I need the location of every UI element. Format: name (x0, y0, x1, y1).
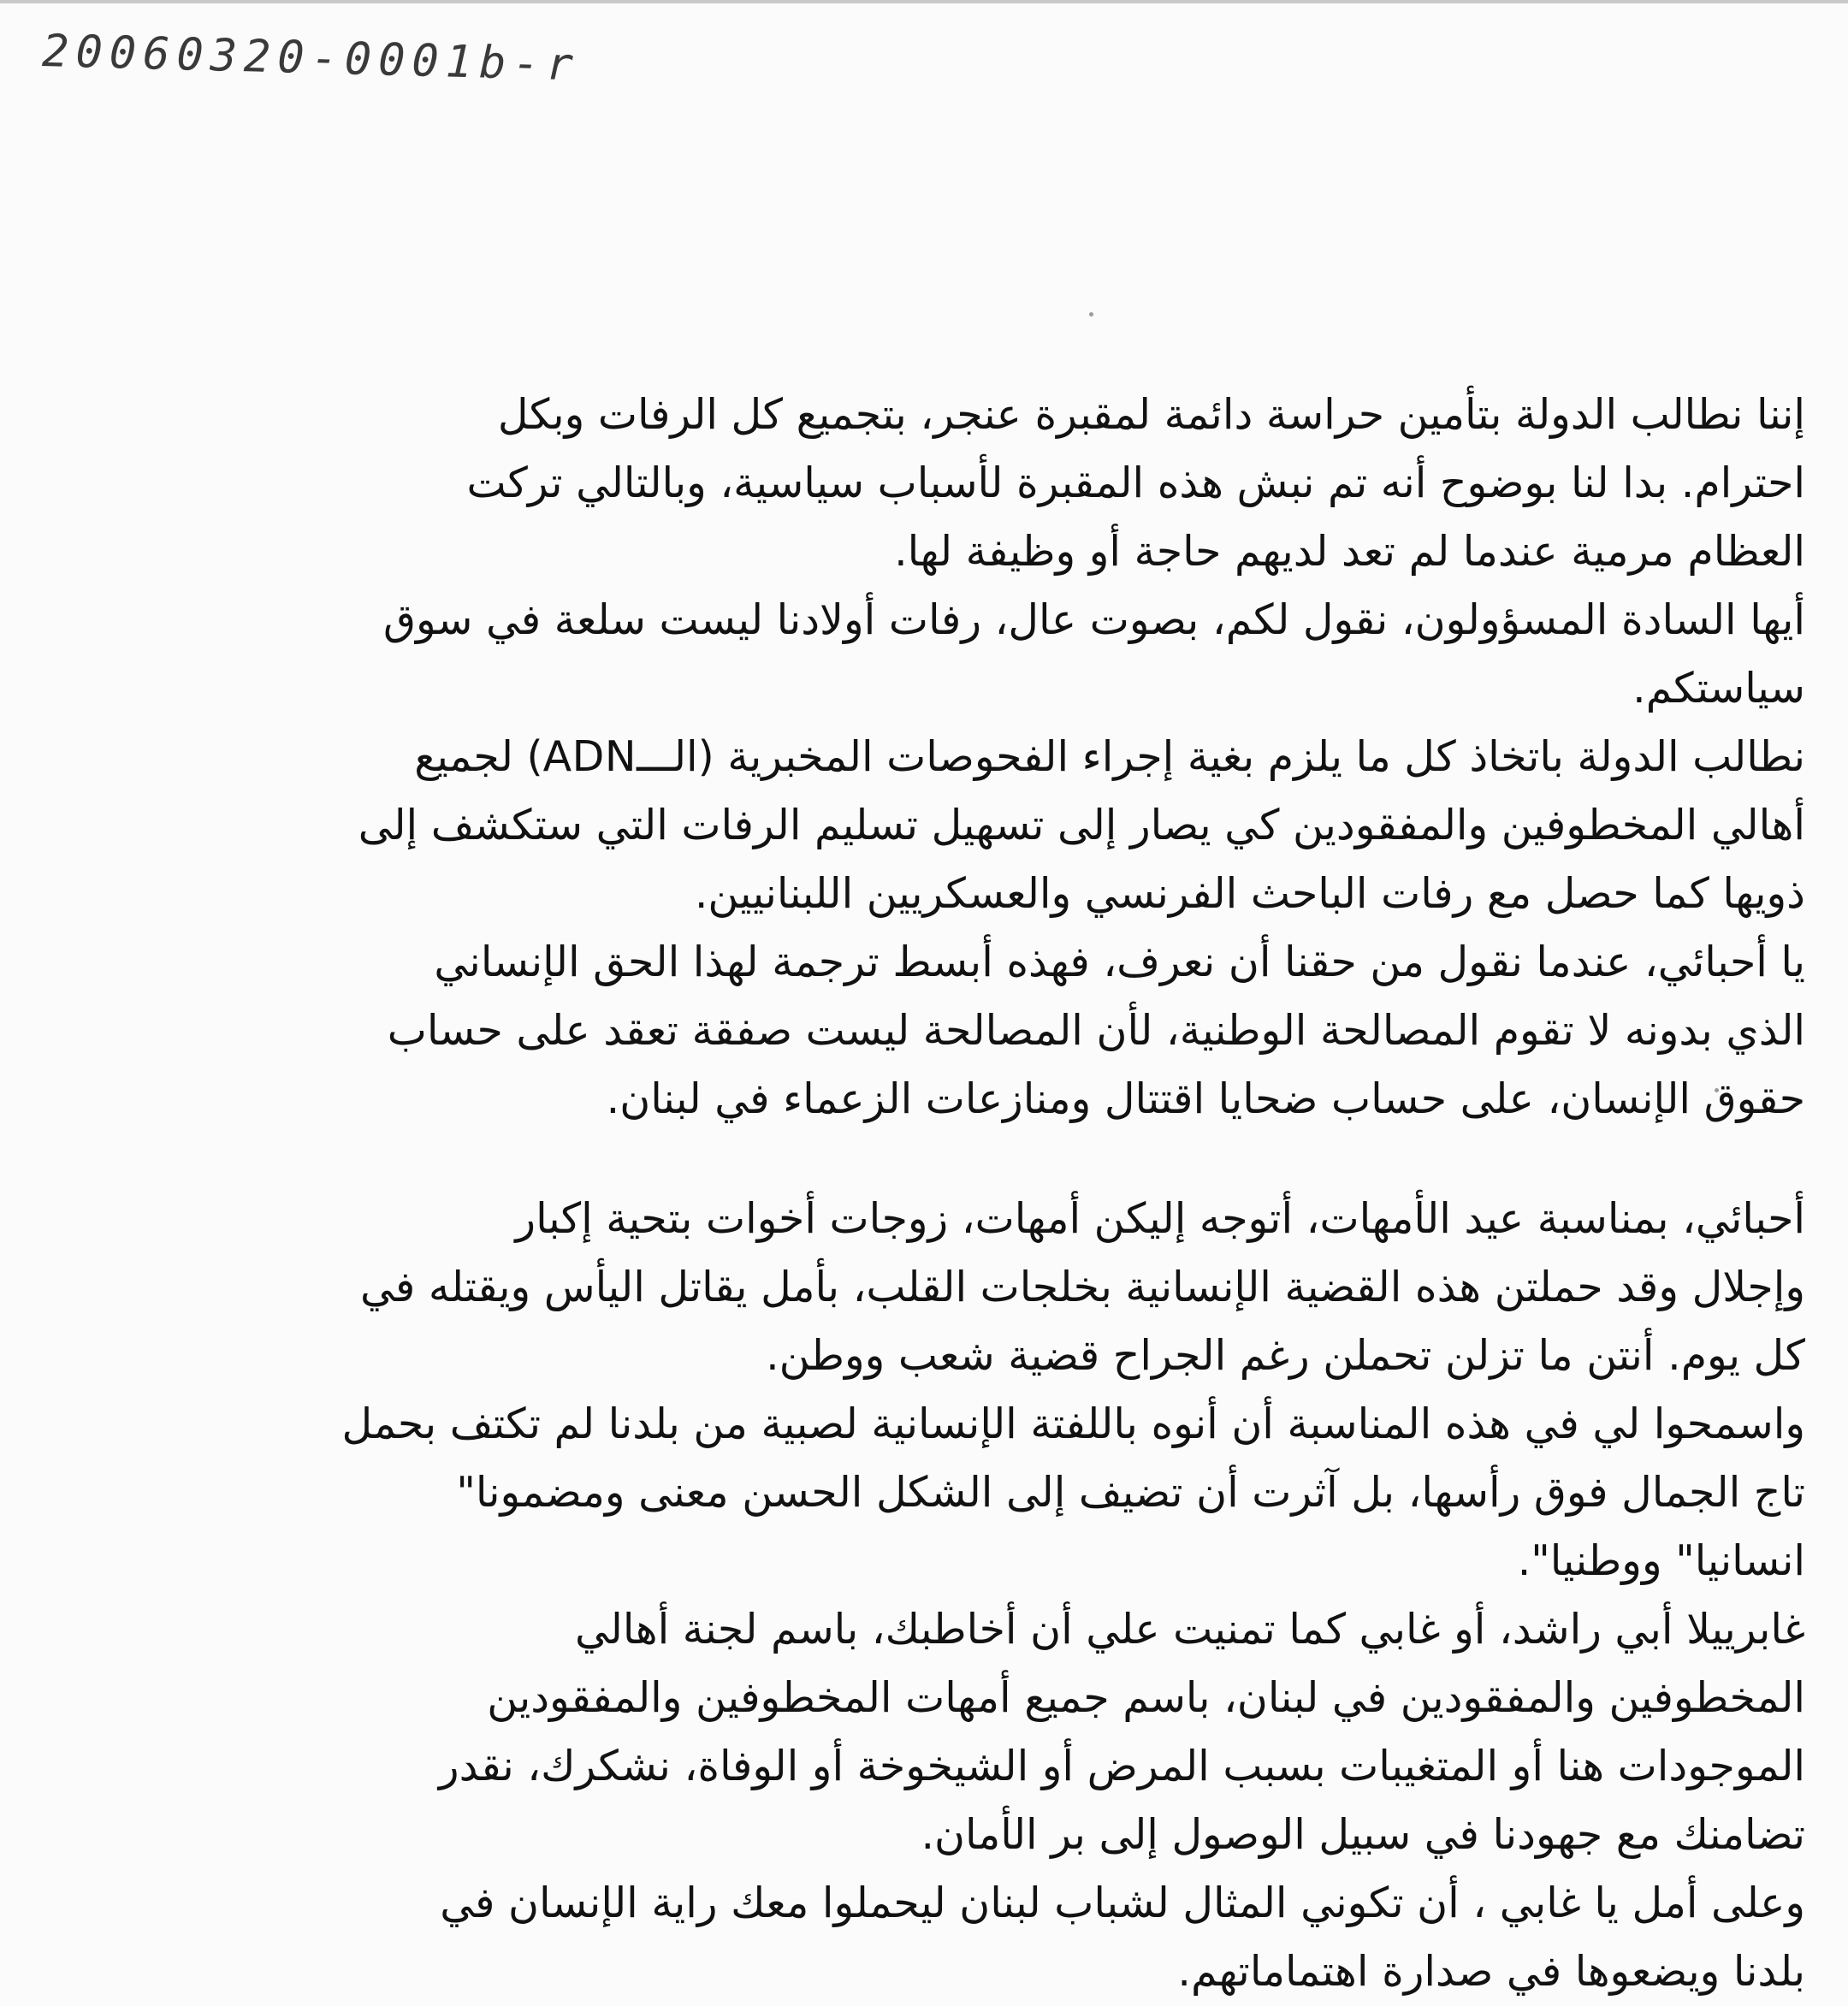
paragraph-group-demands (282, 381, 1805, 1133)
text-line: بلدنا ويضعوها في صدارة اهتماماتهم. (1177, 1947, 1805, 1996)
text-line: الذي بدونه لا تقوم المصالحة الوطنية، لأن المصالحة ليست صفقة تعقد على حساب (387, 1006, 1805, 1055)
handwritten-reference-number: 20060320-0001b-r (41, 26, 581, 92)
text-line: كل يوم. أنتن ما تزلن تحملن رغم الجراح قضية شعب ووطن. (766, 1331, 1805, 1380)
text-line: يا أحبائي، عندما نقول من حقنا أن نعرف، فهذه أبسط ترجمة لهذا الحق الإنساني (434, 938, 1805, 986)
text-line: تضامنك مع جهودنا في سبيل الوصول إلى بر الأمان. (921, 1810, 1805, 1859)
letter-body (282, 381, 1805, 1996)
text-line: العظام مرمية عندما لم تعد لديهم حاجة أو وظيفة لها. (894, 527, 1805, 576)
text-line: انسانيا" ووطنيا". (1517, 1536, 1805, 1585)
text-line: وإجلال وقد حملتن هذه القضية الإنسانية بخلجات القلب، بأمل يقاتل اليأس ويقتله في (360, 1263, 1805, 1311)
paragraph-group-mothers-day (282, 1185, 1805, 2006)
text-line: احترام. بدا لنا بوضوح أنه تم نبش هذه المقبرة لأسباب سياسية، وبالتالي تركت (466, 459, 1805, 507)
page-top-edge (0, 0, 1848, 3)
text-line: سياستكم. (1632, 664, 1805, 713)
text-line: غابرييلا أبي راشد، أو غابي كما تمنيت علي أن أخاطبك، باسم لجنة أهالي (575, 1605, 1805, 1654)
text-line: واسمحوا لي في هذه المناسبة أن أنوه باللفتة الإنسانية لصبية من بلدنا لم تكتف بحمل (341, 1399, 1805, 1448)
scan-speck (1089, 312, 1093, 317)
text-line: أيها السادة المسؤولون، نقول لكم، بصوت عال، رفات أولادنا ليست سلعة في سوق (382, 595, 1805, 644)
section-spacer (282, 1133, 1805, 1185)
text-line: الموجودات هنا أو المتغيبات بسبب المرض أو الشيخوخة أو الوفاة، نشكرك، نقدر (438, 1742, 1805, 1790)
text-line: وعلى أمل يا غابي ، أن تكوني المثال لشباب لبنان ليحملوا معك راية الإنسان في (440, 1879, 1805, 1927)
text-line: ذويها كما حصل مع رفات الباحث الفرنسي والعسكريين اللبنانيين. (694, 869, 1805, 918)
text-line: المخطوفين والمفقودين في لبنان، باسم جميع أمهات المخطوفين والمفقودين (487, 1673, 1805, 1722)
text-line: تاج الجمال فوق رأسها، بل آثرت أن تضيف إلى الشكل الحسن معنى ومضمونا" (456, 1468, 1805, 1517)
text-line: نطالب الدولة باتخاذ كل ما يلزم بغية إجراء الفحوصات المخبرية (الـــADN) لجميع (414, 732, 1805, 781)
text-line: حقوق الإنسان، على حساب ضحايا اقتتال ومنازعات الزعماء في لبنان. (606, 1074, 1805, 1123)
text-line: إننا نطالب الدولة بتأمين حراسة دائمة لمقبرة عنجر، بتجميع كل الرفات وبكل (497, 390, 1805, 439)
text-line: أهالي المخطوفين والمفقودين كي يصار إلى تسهيل تسليم الرفات التي ستكشف إلى (358, 801, 1805, 849)
text-line: أحبائي، بمناسبة عيد الأمهات، أتوجه إليكن أمهات، زوجات أخوات بتحية إكبار (515, 1194, 1805, 1243)
